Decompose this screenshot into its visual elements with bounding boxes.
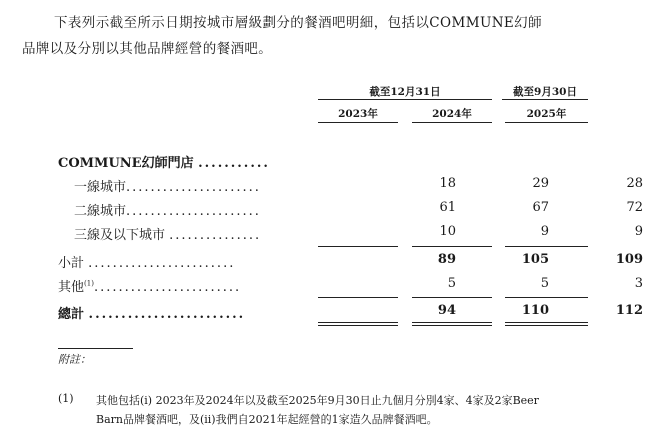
cell-2023: 10 [439,224,456,239]
cell-2025: 28 [626,176,643,191]
year-header-2023: 2023年 [338,108,378,120]
row-label: 二線城市...................... [74,204,261,219]
cell-2023: 89 [437,252,456,267]
intro-paragraph [22,10,647,62]
year-rule-3 [505,122,588,123]
footnote-line-1: 其他包括(i) 2023年及2024年以及截至2025年9月30日止九個月分別4家、4家及2家Beer [96,394,539,407]
row-label: 其他$^{(1)}$........................ [58,279,242,295]
double-rule-2 [412,322,492,326]
table-row [58,252,643,274]
footnote-mark: (1) [58,392,74,405]
row-label: 總計 ........................ [58,307,246,322]
total-rule-1 [318,297,398,298]
footnote-text [96,391,596,429]
cell-2025: 9 [634,224,643,239]
intro-line-2: 品牌以及分別以其他品牌經營的餐酒吧。 [22,41,273,57]
group-rule-1 [318,99,492,100]
cell-2024: 9 [540,224,549,239]
year-rule-1 [318,122,398,123]
cell-2023: 5 [447,276,456,291]
double-rule-1 [318,322,398,326]
cell-2023: 94 [437,303,456,318]
group-header-dec31: 截至12月31日 [369,86,441,98]
table-row [58,152,598,174]
cell-2025: 72 [626,200,643,215]
cell-2025: 109 [615,252,643,267]
footnote-ref: (1) [84,279,94,288]
table-row [58,200,643,222]
cell-2023: 18 [439,176,456,191]
year-header-2025: 2025年 [526,108,567,120]
year-header-2024: 2024年 [432,108,472,120]
cell-2025: 112 [615,303,643,318]
subtotal-rule-3 [505,246,588,247]
table-row [58,224,643,246]
group-header-sep30: 截至9月30日 [513,86,577,98]
row-label: 一線城市...................... [74,180,261,195]
row-label: COMMUNE幻師門店 ........... [58,156,270,171]
cell-2024: 67 [532,200,549,215]
row-label: 小計 ........................ [58,256,236,271]
table-row [58,276,643,298]
cell-2024: 110 [521,303,549,318]
cell-2024: 5 [540,276,549,291]
footnote-divider [58,348,133,349]
cell-2025: 3 [634,276,643,291]
intro-line-1: 下表列示截至所示日期按城市層級劃分的餐酒吧明細，包括以COMMUNE幻師 [54,15,542,31]
footnote-line-2: Barn品牌餐酒吧，及(ii)我們自2021年起經營的1家造久品牌餐酒吧。 [96,413,438,426]
total-rule-2 [412,297,492,298]
group-rule-2 [502,99,588,100]
table-row [58,176,643,198]
subtotal-rule-2 [412,246,492,247]
cell-2024: 105 [521,252,549,267]
year-rule-2 [412,122,492,123]
cell-2024: 29 [532,176,549,191]
footnote-title: 附註： [58,353,91,366]
double-rule-3 [505,322,588,326]
row-label: 三線及以下城市 ............... [74,228,262,243]
total-rule-3 [505,297,588,298]
subtotal-rule-1 [318,246,398,247]
cell-2023: 61 [439,200,456,215]
